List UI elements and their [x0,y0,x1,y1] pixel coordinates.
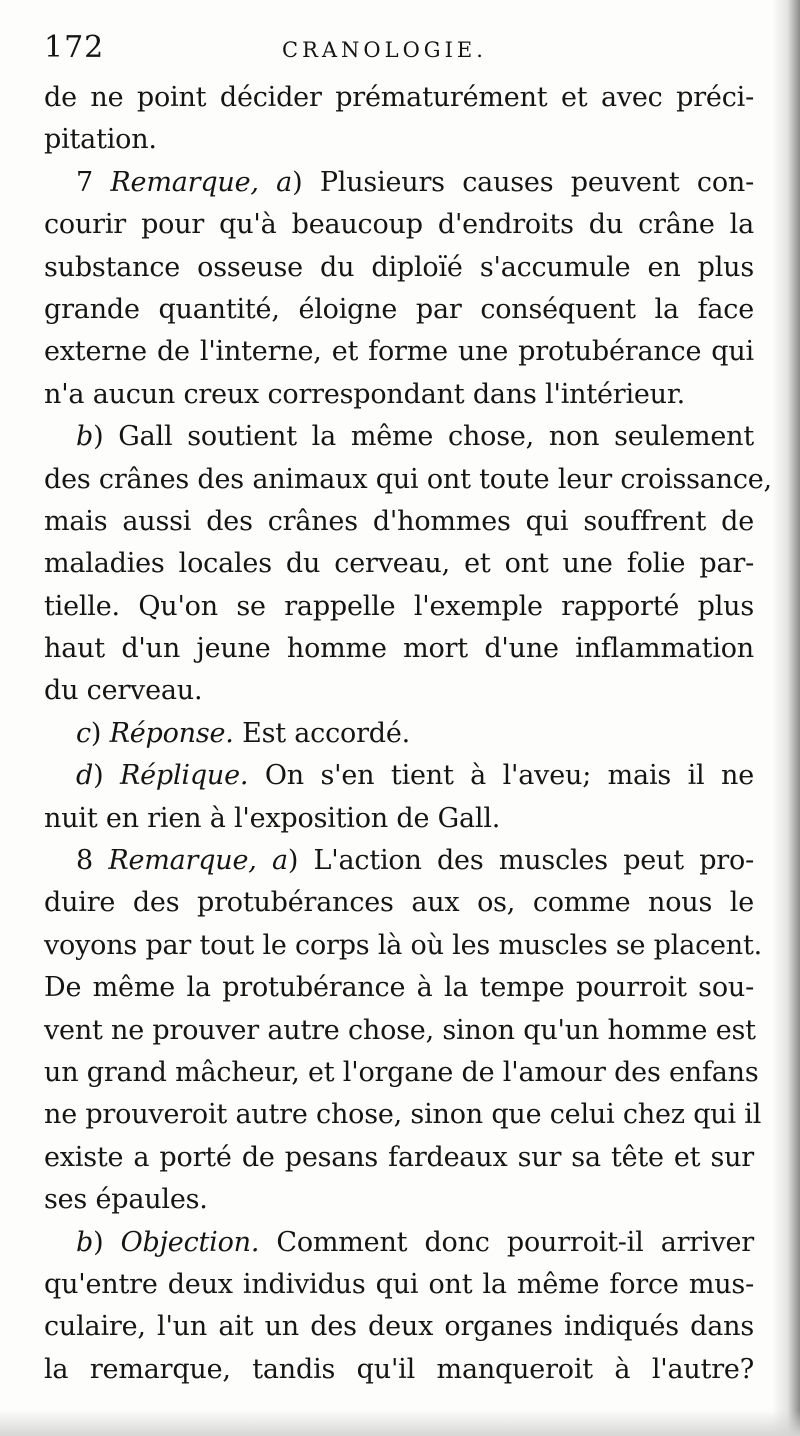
text-line [44,586,754,628]
italic-segment: b [76,1226,94,1258]
italic-segment: c [76,717,91,749]
text-line [44,840,754,882]
text-segment: mais aussi des crânes d'hommes qui souffrent de [44,505,754,537]
italic-segment: Réplique. [119,760,249,792]
italic-segment: Objection. [120,1226,260,1258]
text-line [44,882,754,924]
text-line [44,798,754,840]
text-line [44,162,754,204]
text-line [44,925,763,967]
text-line [44,628,754,670]
italic-segment: Remarque, a [110,166,293,198]
text-line [44,119,754,161]
text-line [44,204,754,246]
running-head: CRANOLOGIE. [282,38,487,62]
text-line [44,77,754,119]
text-line [44,374,754,416]
text-segment: du cerveau. [44,675,203,707]
text-segment: grande quantité, éloigne par conséquent la face [44,293,754,325]
text-line [44,1349,754,1391]
text-segment: pitation. [44,124,157,156]
text-segment: haut d'un jeune homme mort d'une inflammation [44,633,754,665]
page-bottom-shadow [0,1410,800,1436]
text-segment: des crânes des animaux qui ont toute leur croissance, [44,463,772,495]
italic-segment: Remarque, a [108,845,288,877]
text-line [44,1222,754,1264]
body-text [44,77,772,1391]
text-line [44,501,754,543]
text-line [44,713,754,755]
text-segment: nuit en rien à l'exposition de Gall. [44,802,501,834]
text-line [44,459,772,501]
text-line [44,247,754,289]
text-segment: ) [93,760,120,792]
text-segment: vent ne prouver autre chose, sinon qu'un homme est [44,1014,756,1046]
text-segment: un grand mâcheur, et l'organe de l'amour des enfans [44,1056,759,1088]
text-segment: ) Plusieurs causes peuvent con- [292,166,754,198]
italic-segment: b [76,421,94,453]
text-segment: ) [93,1226,121,1258]
text-line [44,967,754,1009]
text-line [44,755,754,797]
text-line [44,1052,759,1094]
text-line [44,543,754,585]
text-segment: 8 [76,845,109,877]
text-line [44,1010,754,1052]
page-edge-shadow [772,0,800,1436]
text-segment: ) [90,717,110,749]
page-number: 172 [44,30,105,65]
text-segment: ) L'action des muscles peut pro- [287,845,754,877]
text-segment: existe a porté de pesans fardeaux sur sa tête et sur [44,1141,754,1173]
italic-segment: Réponse. [109,717,234,749]
text-line [44,1306,754,1348]
text-segment: courir pour qu'à beaucoup d'endroits du crâne la [44,209,754,241]
text-line [44,1137,754,1179]
text-line [44,289,754,331]
text-line [44,416,754,458]
text-segment: tielle. Qu'on se rappelle l'exemple rapporté plus [44,590,754,622]
text-segment: de ne point décider prématurément et avec préci- [44,82,754,113]
text-line [44,1264,754,1306]
text-line [44,1179,754,1221]
text-segment: substance osseuse du diploïé s'accumule en plus [44,251,754,283]
text-segment: maladies locales du cerveau, et ont une folie par- [44,548,754,580]
text-segment: ) Gall soutient la même chose, non seulement [93,421,754,453]
text-segment: Comment donc pourroit-il arriver [259,1226,754,1258]
text-segment: Est accordé. [233,717,411,749]
text-segment: De même la protubérance à la tempe pourroit sou- [44,972,754,1004]
text-line [44,1094,762,1136]
italic-segment: d [76,760,94,792]
text-segment: externe de l'interne, et forme une protubérance qui [44,336,754,368]
text-segment: On s'en tient à l'aveu; mais il ne [248,760,754,792]
text-segment: voyons par tout le corps là où les muscles se placent. [44,929,763,961]
text-segment: ses épaules. [44,1184,208,1216]
text-segment: ne prouveroit autre chose, sinon que celui chez qui il [44,1099,762,1131]
text-segment: n'a aucun creux correspondant dans l'intérieur. [44,378,685,410]
text-segment: duire des protubérances aux os, comme nous le [44,887,754,919]
text-segment: culaire, l'un ait un des deux organes indiqués dans [44,1311,754,1343]
text-segment: la remarque, tandis qu'il manqueroit à l'autre? [44,1353,754,1385]
text-line [44,331,754,373]
text-line [44,670,754,712]
page-header [44,30,756,70]
text-segment: qu'entre deux individus qui ont la même force mus- [44,1268,754,1300]
text-segment: 7 [76,166,111,198]
